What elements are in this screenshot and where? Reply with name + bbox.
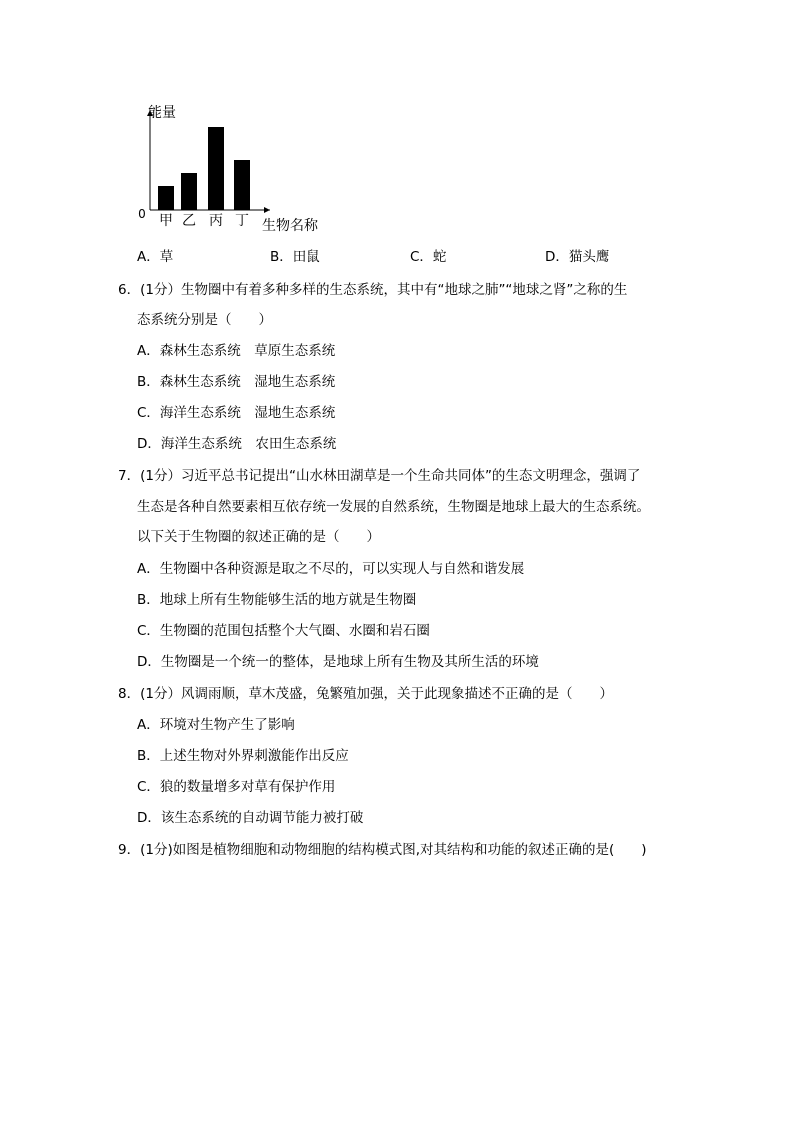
origin-label: 0: [138, 207, 146, 221]
q5-option-b[interactable]: B．田鼠: [270, 249, 320, 265]
x-axis-label: 生物名称: [262, 218, 318, 234]
q7-option-a[interactable]: A．生物圈中各种资源是取之不尽的，可以实现人与自然和谐发展: [137, 561, 525, 577]
q6-option-d[interactable]: D．海洋生态系统 农田生态系统: [137, 436, 337, 452]
q8-option-b[interactable]: B．上述生物对外界刺激能作出反应: [137, 748, 349, 764]
chart-labels: [138, 104, 319, 234]
chart-bars: [158, 127, 250, 210]
q6-option-c[interactable]: C．海洋生态系统 湿地生态系统: [137, 405, 336, 421]
q7-stem-line1: 7．(1分）习近平总书记提出“山水林田湖草是一个生命共同体”的生态文明理念，强调了: [118, 468, 641, 484]
q5-option-d[interactable]: D．猫头鹰: [545, 249, 610, 265]
q7-option-d[interactable]: D．生物圈是一个统一的整体，是地球上所有生物及其所生活的环境: [137, 654, 539, 670]
bar-丁: [234, 160, 250, 210]
q8-option-c[interactable]: C．狼的数量增多对草有保护作用: [137, 779, 336, 795]
q7-option-c[interactable]: C．生物圈的范围包括整个大气圈、水圈和岩石圈: [137, 623, 430, 639]
q6-option-a[interactable]: A．森林生态系统 草原生态系统: [137, 343, 336, 359]
y-axis-label: 能量: [148, 105, 176, 121]
q7-stem-line3: 以下关于生物圈的叙述正确的是（ ）: [137, 529, 380, 545]
bar-丙: [208, 127, 224, 210]
x-tick-label: 甲: [159, 213, 173, 229]
q7-stem-line2: 生态是各种自然要素相互依存统一发展的自然系统，生物圈是地球上最大的生态系统。: [137, 499, 650, 515]
x-axis-arrow: [264, 207, 270, 213]
q6-stem-line1: 6．(1分）生物圈中有着多种多样的生态系统，其中有“地球之肺”“地球之肾”之称的生: [118, 282, 628, 298]
q8-option-a[interactable]: A．环境对生物产生了影响: [137, 717, 295, 733]
q6-option-b[interactable]: B．森林生态系统 湿地生态系统: [137, 374, 336, 390]
q5-option-a[interactable]: A．草: [137, 249, 174, 265]
q9-stem-line1: 9．(1分)如图是植物细胞和动物细胞的结构模式图,对其结构和功能的叙述正确的是( ): [118, 842, 647, 858]
bar-乙: [181, 173, 197, 210]
q7-option-b[interactable]: B．地球上所有生物能够生活的地方就是生物圈: [137, 592, 417, 608]
x-tick-label: 丙: [209, 213, 223, 229]
energy-bar-chart: [130, 95, 330, 245]
q8-stem-line1: 8．(1分）风调雨顺，草木茂盛，兔繁殖加强，关于此现象描述不正确的是（ ）: [118, 686, 613, 702]
q8-option-d[interactable]: D．该生态系统的自动调节能力被打破: [137, 810, 364, 826]
x-tick-label: 丁: [235, 213, 249, 229]
x-tick-label: 乙: [182, 213, 196, 229]
q6-stem-line2: 态系统分别是（ ）: [137, 312, 272, 328]
q5-option-c[interactable]: C．蛇: [410, 249, 447, 265]
bar-甲: [158, 186, 174, 210]
